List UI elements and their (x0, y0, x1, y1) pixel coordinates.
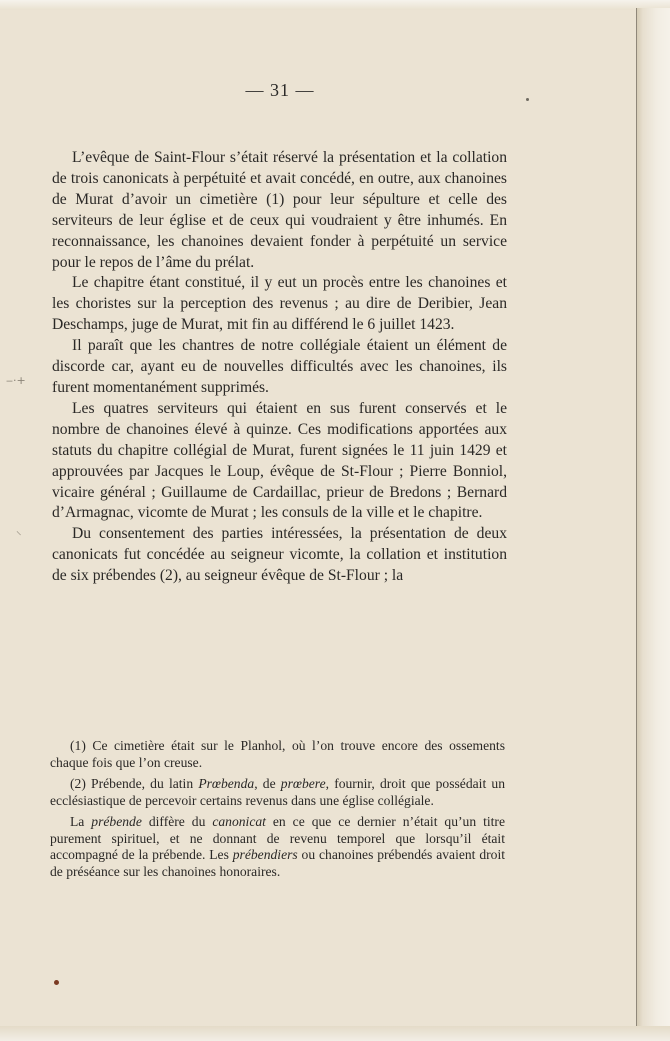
ink-stain-icon (54, 980, 59, 985)
footnote-2-latin-verb: prœbere (280, 775, 326, 791)
footnote-3-term: prébende (91, 813, 142, 829)
footnote-3-text: en ce que ce dernier n’était qu’un titre purement spirituel, et ne donnant de revenu temporel que lorsqu’il était accompagné de la prébende. Les (50, 813, 505, 863)
footnotes (50, 738, 505, 881)
paragraph-5: Du consentement des parties intéressées, la présentation de deux canonicats fut concédée au seigneur vicomte, la collation et institution de six prébendes (2), au seigneur évêque de St-Flour ; la (52, 525, 507, 585)
footnote-2-latin: Prœbenda (198, 775, 255, 791)
margin-mark-icon: ‒·+ (6, 374, 26, 387)
footnote-3 (50, 814, 505, 882)
footnote-2-text: , de (254, 775, 281, 791)
footnote-3-term: prébendiers (232, 847, 298, 863)
margin-mark-icon: ⸌ (16, 529, 22, 542)
footnote-1: (1) Ce cimetière était sur le Planhol, où l’on trouve encore des ossements chaque fois que l’on creuse. (50, 738, 505, 770)
paragraph-3: Il paraît que les chantres de notre collégiale étaient un élément de discorde car, ayant eu de nouvelles difficultés avec les chanoines, ils furent momentanément supprimés. (52, 337, 507, 396)
footnote-2-text: , fournir, droit que possédait un ecclésiastique de percevoir certains revenus dans une église collégiale. (50, 775, 505, 808)
footnote-3-text: diffère du (141, 813, 213, 829)
paragraph-2: Le chapitre étant constitué, il y eut un procès entre les chanoines et les choristes sur la perception des revenus ; au dire de Deribier, Jean Deschamps, juge de Murat, mit fin au différend le 6 juillet 1423. (52, 274, 507, 334)
footnote-2-text: (2) Prébende, du latin (70, 775, 199, 791)
page-number: — 31 — (245, 80, 315, 100)
paragraph-4: Les quatres serviteurs qui étaient en sus furent conservés et le nombre de chanoines élevé à quinze. Ces modifications apportées aux statuts du chapitre collégial de Murat, furent signées le 11 juin 1429 et approuvées par Jacques le Loup, évêque de St-Flour ; Pierre Bonniol, vicaire général ; Guillaume de Cardaillac, prieur de Bredons ; Bernard d’Armagnac, vicomte de Murat ; les consuls de la ville et le chapitre. (52, 399, 507, 522)
page-top-edge (0, 0, 670, 10)
footnote-3-text: ou chanoines prébendés avaient droit de préséance sur les chanoines honoraires. (50, 847, 505, 880)
footnote-3-term: canonicat (212, 813, 266, 829)
main-text (52, 148, 507, 587)
speck-icon (526, 98, 529, 101)
footnote-2 (50, 776, 505, 810)
footnote-3-text: La (70, 813, 92, 829)
page-bottom-edge (0, 1026, 670, 1041)
paragraph-1: L’evêque de Saint-Flour s’était réservé la présentation et la collation de trois canonicats à perpétuité et avait concédé, en outre, aux chanoines de Murat d’avoir un cimetière (1) pour leur sépulture et celle des serviteurs de leur église et de ceux qui voudraient y être inhumés. En reconnaissance, les chanoines devaient fonder à perpétuité un service pour le repos de l’âme du prélat. (52, 149, 507, 271)
page-right-edge (636, 8, 670, 1041)
